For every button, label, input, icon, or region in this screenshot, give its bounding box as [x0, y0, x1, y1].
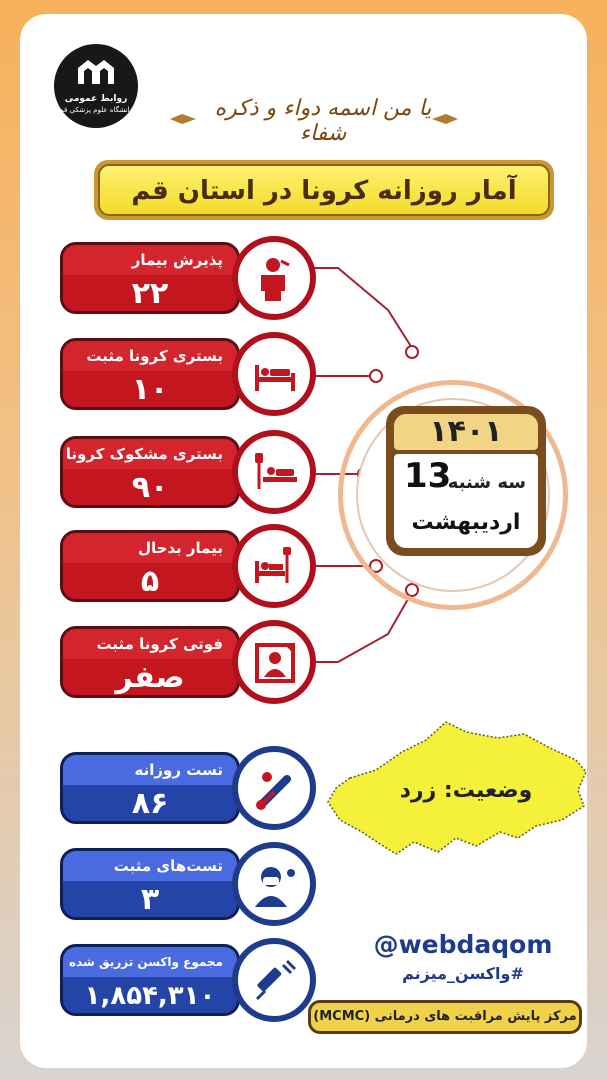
stat-pill [60, 338, 240, 410]
stat-row-vaccinations [60, 942, 322, 1020]
infographic-card [20, 14, 587, 1068]
thermometer-virus-icon [232, 746, 316, 830]
stat-label: فوتی کرونا مثبت [63, 629, 237, 659]
stat-label: مجموع واکسن تزریق شده [63, 947, 237, 977]
stat-label: بیمار بدحال [63, 533, 237, 563]
logo-line-2: دانشگاه علوم پزشکی قم [59, 106, 133, 114]
masked-person-icon [232, 842, 316, 926]
stat-row-positive-hospitalized [60, 336, 322, 414]
logo-line-1: روابط عمومی [64, 94, 128, 104]
death-frame-icon [232, 620, 316, 704]
stat-label: پذیرش بیمار [63, 245, 237, 275]
stat-label: تست‌های مثبت [63, 851, 237, 881]
stat-value: صفر [115, 660, 185, 695]
stat-value: ۳ [140, 882, 160, 917]
stat-label: بستری مشکوک کرونا [63, 439, 237, 469]
university-logo [54, 44, 138, 128]
stat-value: ۸۶ [131, 786, 169, 821]
calendar-year: ۱۴۰۱ [394, 414, 538, 450]
stat-pill [60, 242, 240, 314]
stat-pill [60, 944, 240, 1016]
stat-row-positive-tests [60, 846, 322, 924]
stat-pill [60, 530, 240, 602]
stat-value: ۹۰ [131, 470, 169, 505]
stat-value: ۱,۸۵۴,۳۱۰ [84, 981, 216, 1011]
calendar-day-number: 13 [404, 456, 452, 496]
calligraphy-banner: یا من اسمه دواء و ذکره شفاء [214, 96, 432, 146]
title-banner [94, 160, 554, 220]
stat-value: ۱۰ [131, 372, 169, 407]
iv-patient-icon [232, 430, 316, 514]
logo-emblem-icon [74, 54, 118, 90]
hospital-bed-icon [232, 332, 316, 416]
stat-value: ۵ [140, 564, 160, 599]
stat-pill [60, 848, 240, 920]
stat-row-daily-tests [60, 750, 322, 828]
social-handle: @webdaqom [373, 930, 553, 959]
calendar-body [394, 454, 538, 548]
stat-label: بستری کرونا مثبت [63, 341, 237, 371]
stat-row-admissions [60, 240, 322, 318]
stat-label: تست روزانه [63, 755, 237, 785]
calendar-day-name: سه شنبه [447, 472, 526, 493]
stat-row-critical [60, 528, 322, 606]
calendar [386, 406, 546, 556]
stat-pill [60, 436, 240, 508]
stat-row-deaths [60, 624, 322, 702]
stat-pill [60, 626, 240, 698]
page-title: آمار روزانه کرونا در استان قم [98, 164, 550, 216]
status-label: وضعیت: زرد [399, 778, 533, 803]
ornament-right-icon [430, 112, 460, 126]
hashtag: #واکسن_میزنم [402, 964, 524, 983]
syringe-icon [232, 938, 316, 1022]
stat-value: ۲۲ [131, 276, 169, 311]
stat-pill [60, 752, 240, 824]
calendar-month: اردیبهشت [411, 510, 521, 535]
critical-bed-icon [232, 524, 316, 608]
patient-icon [232, 236, 316, 320]
footer-badge: مرکز پایش مراقبت های درمانی (MCMC) [308, 1000, 582, 1034]
stat-row-suspected-hospitalized [60, 434, 322, 512]
